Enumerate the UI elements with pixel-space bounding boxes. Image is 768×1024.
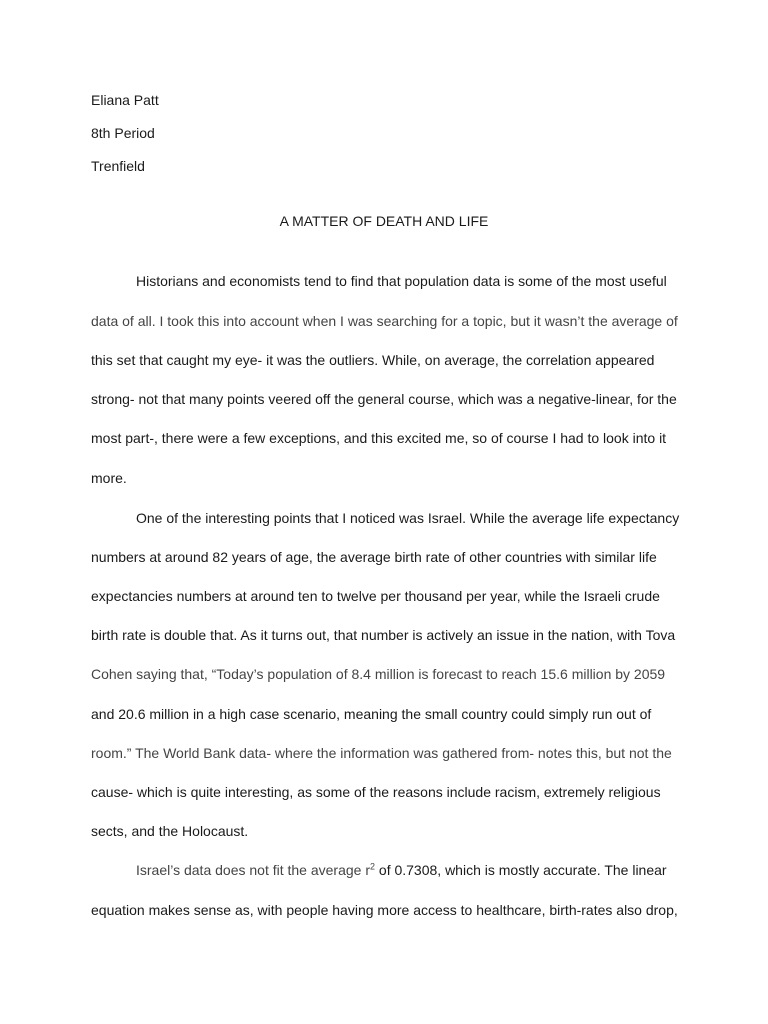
paragraph-line: more. (91, 470, 127, 486)
r-squared-text-after: of 0.7308, which is mostly accurate. The linear (375, 862, 667, 878)
class-period: 8th Period (91, 125, 155, 141)
author-name: Eliana Patt (91, 92, 159, 108)
paragraph-line: sects, and the Holocaust. (91, 823, 249, 839)
paragraph-line: and 20.6 million in a high case scenario, meaning the small country could simply run out of (91, 706, 652, 722)
paragraph-line: expectancies numbers at around ten to twelve per thousand per year, while the Israeli crude (91, 588, 660, 604)
paragraph-line: room.” The World Bank data- where the information was gathered from- notes this, but not the (91, 745, 672, 761)
teacher-name: Trenfield (91, 158, 145, 174)
essay-title: A MATTER OF DEATH AND LIFE (279, 213, 489, 229)
paragraph-line: Cohen saying that, “Today’s population of 8.4 million is forecast to reach 15.6 million by 2059 (91, 666, 666, 682)
paragraph-line: birth rate is double that. As it turns out, that number is actively an issue in the nation, with Tova (91, 627, 676, 643)
paragraph-line: equation makes sense as, with people having more access to healthcare, birth-rates also drop, (91, 902, 678, 918)
paragraph-line: most part-, there were a few exceptions, and this excited me, so of course I had to look into it (91, 430, 667, 446)
paragraph-line: numbers at around 82 years of age, the average birth rate of other countries with similar life (91, 549, 657, 565)
paragraph-line: this set that caught my eye- it was the outliers. While, on average, the correlation appeared (91, 352, 655, 368)
paragraph-line: strong- not that many points veered off the general course, which was a negative-linear, for the (91, 391, 677, 407)
r-squared-line (136, 862, 667, 878)
paragraph-line: data of all. I took this into account when I was searching for a topic, but it wasn’t the average of (91, 313, 678, 329)
r-squared-superscript: 2 (370, 861, 376, 872)
r-squared-text-before: Israel’s data does not fit the average r (136, 862, 370, 878)
paragraph-line: Historians and economists tend to find that population data is some of the most useful (136, 273, 667, 289)
paragraph-line: cause- which is quite interesting, as some of the reasons include racism, extremely religious (91, 784, 661, 800)
paragraph-line: One of the interesting points that I noticed was Israel. While the average life expectancy (136, 510, 680, 526)
